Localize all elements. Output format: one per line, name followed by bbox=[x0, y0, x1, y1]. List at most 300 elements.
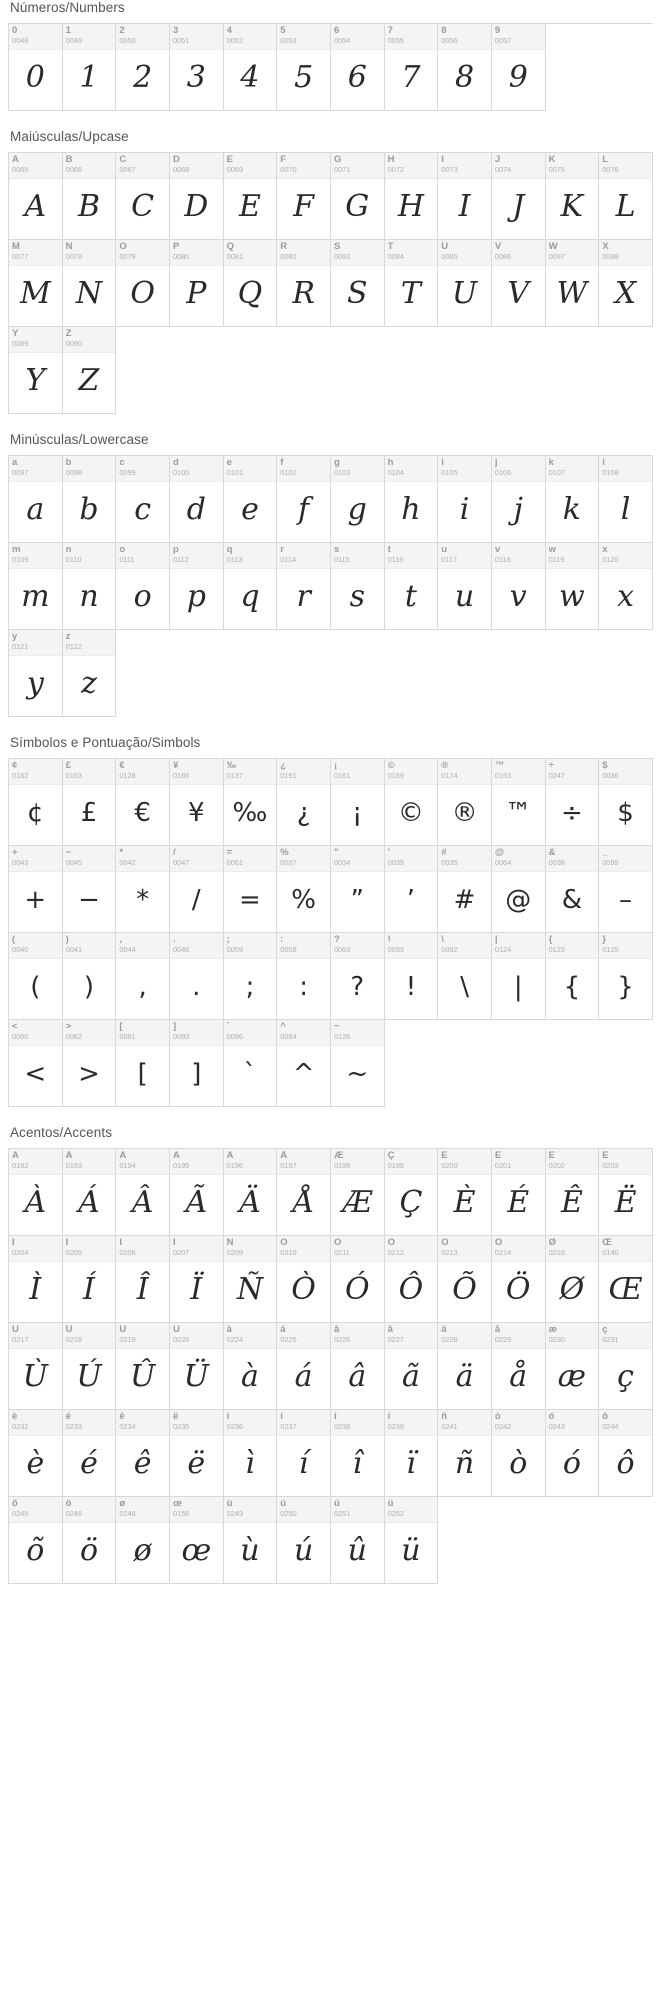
glyph-cell[interactable] bbox=[63, 456, 117, 543]
glyph-cell[interactable] bbox=[63, 240, 117, 327]
glyph-cell[interactable] bbox=[331, 1497, 385, 1584]
glyph-cell[interactable] bbox=[331, 543, 385, 630]
glyph-cell[interactable] bbox=[385, 153, 439, 240]
glyph-preview: 8 bbox=[455, 60, 475, 95]
glyph-cell[interactable] bbox=[546, 153, 600, 240]
glyph-cell[interactable] bbox=[385, 1497, 439, 1584]
glyph-char-label: = bbox=[226, 848, 233, 858]
glyph-cell[interactable] bbox=[546, 759, 600, 846]
glyph-preview: @ bbox=[505, 885, 532, 915]
glyph-char-label: ‰ bbox=[226, 761, 237, 771]
glyph-unicode-code: 0041 bbox=[65, 945, 82, 954]
glyph-cell[interactable] bbox=[224, 1497, 278, 1584]
glyph-cell[interactable] bbox=[9, 759, 63, 846]
glyph-cell[interactable] bbox=[331, 1236, 385, 1323]
glyph-cell[interactable] bbox=[385, 846, 439, 933]
glyph-cell[interactable] bbox=[170, 1410, 224, 1497]
glyph-cell[interactable] bbox=[277, 456, 331, 543]
glyph-cell[interactable] bbox=[9, 456, 63, 543]
glyph-cell[interactable] bbox=[599, 240, 653, 327]
glyph-cell-header bbox=[63, 153, 116, 179]
glyph-cell[interactable] bbox=[170, 1020, 224, 1107]
glyph-char-label: Ù bbox=[12, 1325, 19, 1335]
glyph-cell[interactable] bbox=[116, 1323, 170, 1410]
glyph-preview: ‰ bbox=[232, 798, 268, 828]
glyph-cell[interactable] bbox=[63, 1410, 117, 1497]
glyph-cell[interactable] bbox=[277, 1410, 331, 1497]
glyph-cell[interactable] bbox=[9, 24, 63, 111]
glyph-cell[interactable] bbox=[116, 24, 170, 111]
glyph-cell[interactable] bbox=[63, 24, 117, 111]
glyph-cell[interactable] bbox=[9, 1236, 63, 1323]
glyph-cell[interactable] bbox=[546, 1236, 600, 1323]
glyph-unicode-code: 0065 bbox=[12, 165, 29, 174]
glyph-cell-header bbox=[599, 933, 652, 959]
glyph-preview: ¡ bbox=[352, 798, 363, 828]
glyph-preview: ` bbox=[243, 1059, 257, 1089]
glyph-cell[interactable] bbox=[599, 456, 653, 543]
glyph-cell[interactable] bbox=[385, 24, 439, 111]
glyph-cell[interactable] bbox=[9, 1497, 63, 1584]
glyph-preview: & bbox=[561, 885, 583, 915]
glyph-unicode-code: 0033 bbox=[387, 945, 404, 954]
glyph-cell[interactable] bbox=[277, 759, 331, 846]
glyph-cell[interactable] bbox=[63, 327, 117, 414]
glyph-cell-header bbox=[9, 1149, 62, 1175]
glyph-cell[interactable] bbox=[224, 153, 278, 240]
glyph-cell[interactable] bbox=[224, 1410, 278, 1497]
glyph-preview: ) bbox=[83, 972, 95, 1002]
glyph-cell-header bbox=[9, 933, 62, 959]
glyph-cell[interactable] bbox=[331, 153, 385, 240]
glyph-char-label: ú bbox=[280, 1499, 287, 1509]
glyph-cell[interactable] bbox=[170, 456, 224, 543]
glyph-char-label: k bbox=[548, 458, 554, 468]
glyph-cell[interactable] bbox=[9, 1149, 63, 1236]
glyph-cell[interactable] bbox=[277, 240, 331, 327]
glyph-char-label: B bbox=[65, 155, 73, 165]
glyph-preview: ] bbox=[191, 1059, 202, 1089]
glyph-char-label: o bbox=[119, 545, 126, 555]
section-title: Minúsculas/Lowercase bbox=[10, 432, 149, 447]
glyph-cell[interactable] bbox=[438, 846, 492, 933]
glyph-cell[interactable] bbox=[277, 543, 331, 630]
glyph-cell[interactable] bbox=[492, 543, 546, 630]
glyph-cell[interactable] bbox=[224, 759, 278, 846]
glyph-char-label: Œ bbox=[602, 1238, 612, 1248]
glyph-cell[interactable] bbox=[224, 846, 278, 933]
glyph-cell[interactable] bbox=[63, 759, 117, 846]
glyph-unicode-code: 0229 bbox=[494, 1335, 512, 1344]
glyph-char-label: Î bbox=[119, 1238, 122, 1248]
glyph-unicode-code: 0211 bbox=[333, 1248, 350, 1257]
glyph-cell[interactable] bbox=[9, 1323, 63, 1410]
glyph-char-label: M bbox=[12, 242, 20, 252]
glyph-preview: Ä bbox=[239, 1185, 261, 1220]
glyph-cell[interactable] bbox=[9, 153, 63, 240]
glyph-cell[interactable] bbox=[438, 1323, 492, 1410]
glyph-cell[interactable] bbox=[9, 846, 63, 933]
glyph-unicode-code: 0237 bbox=[280, 1422, 297, 1431]
glyph-cell[interactable] bbox=[331, 24, 385, 111]
glyph-unicode-code: 0201 bbox=[494, 1161, 512, 1170]
glyph-preview: œ bbox=[181, 1533, 212, 1568]
glyph-cell[interactable] bbox=[224, 24, 278, 111]
glyph-cell[interactable] bbox=[116, 1410, 170, 1497]
glyph-cell[interactable] bbox=[277, 846, 331, 933]
glyph-cell[interactable] bbox=[170, 240, 224, 327]
glyph-cell[interactable] bbox=[224, 1236, 278, 1323]
glyph-cell[interactable] bbox=[438, 759, 492, 846]
glyph-cell[interactable] bbox=[599, 1149, 653, 1236]
glyph-cell-header bbox=[224, 240, 277, 266]
glyph-cell[interactable] bbox=[9, 240, 63, 327]
glyph-preview: u bbox=[454, 579, 475, 614]
glyph-cell[interactable] bbox=[599, 759, 653, 846]
glyph-cell-header bbox=[492, 1149, 545, 1175]
glyph-cell-header bbox=[116, 456, 169, 482]
glyph-cell-header bbox=[385, 153, 438, 179]
glyph-preview: ò bbox=[509, 1446, 528, 1481]
glyph-cell[interactable] bbox=[492, 1236, 546, 1323]
glyph-cell[interactable] bbox=[170, 24, 224, 111]
glyph-unicode-code: 0102 bbox=[280, 468, 297, 477]
glyph-cell[interactable] bbox=[277, 1020, 331, 1107]
glyph-cell[interactable] bbox=[116, 1497, 170, 1584]
glyph-cell-header bbox=[63, 759, 116, 785]
glyph-cell[interactable] bbox=[385, 240, 439, 327]
glyph-unicode-code: 0195 bbox=[172, 1161, 190, 1170]
glyph-unicode-code: 0169 bbox=[387, 771, 404, 780]
glyph-cell[interactable] bbox=[277, 1497, 331, 1584]
glyph-cell[interactable] bbox=[277, 24, 331, 111]
glyph-cell[interactable] bbox=[116, 759, 170, 846]
glyph-char-label: x bbox=[602, 545, 608, 555]
glyph-cell-header bbox=[277, 24, 330, 50]
glyph-cell-header bbox=[331, 1020, 384, 1046]
glyph-cell[interactable] bbox=[385, 933, 439, 1020]
glyph-cell[interactable] bbox=[116, 1020, 170, 1107]
glyph-cell-header bbox=[385, 933, 438, 959]
glyph-cell[interactable] bbox=[277, 153, 331, 240]
glyph-char-label: ÷ bbox=[548, 761, 554, 771]
glyph-char-label: z bbox=[65, 632, 71, 642]
glyph-preview: ú bbox=[293, 1533, 314, 1568]
glyph-cell[interactable] bbox=[116, 153, 170, 240]
glyph-cell[interactable] bbox=[599, 1410, 653, 1497]
glyph-unicode-code: 0236 bbox=[226, 1422, 243, 1431]
glyph-cell[interactable] bbox=[438, 240, 492, 327]
glyph-cell[interactable] bbox=[63, 846, 117, 933]
glyph-cell[interactable] bbox=[63, 630, 117, 717]
glyph-char-label: y bbox=[12, 632, 18, 642]
glyph-cell[interactable] bbox=[224, 456, 278, 543]
glyph-preview: n bbox=[79, 579, 99, 614]
glyph-cell[interactable] bbox=[438, 1149, 492, 1236]
section-title: Maiúsculas/Upcase bbox=[10, 129, 129, 144]
glyph-cell-header bbox=[63, 1236, 116, 1262]
glyph-cell-header bbox=[546, 759, 599, 785]
glyph-cell[interactable] bbox=[599, 933, 653, 1020]
glyph-cell[interactable] bbox=[224, 1149, 278, 1236]
glyph-cell[interactable] bbox=[116, 456, 170, 543]
glyph-cell[interactable] bbox=[9, 630, 63, 717]
glyph-cell[interactable] bbox=[438, 24, 492, 111]
glyph-unicode-code: 0083 bbox=[333, 252, 351, 261]
glyph-unicode-code: 0051 bbox=[172, 36, 190, 45]
glyph-cell[interactable] bbox=[599, 846, 653, 933]
glyph-cell[interactable] bbox=[385, 1149, 439, 1236]
glyph-cell[interactable] bbox=[277, 933, 331, 1020]
glyph-unicode-code: 0096 bbox=[226, 1032, 243, 1041]
glyph-cell[interactable] bbox=[385, 759, 439, 846]
glyph-cell-header bbox=[492, 933, 545, 959]
glyph-char-label: Ê bbox=[548, 1151, 555, 1161]
glyph-cell[interactable] bbox=[599, 153, 653, 240]
glyph-char-label: H bbox=[387, 155, 395, 165]
glyph-cell[interactable] bbox=[438, 456, 492, 543]
glyph-cell[interactable] bbox=[492, 1149, 546, 1236]
glyph-char-label: 7 bbox=[387, 26, 393, 36]
glyph-cell[interactable] bbox=[170, 543, 224, 630]
glyph-preview: Ê bbox=[560, 1185, 583, 1220]
glyph-unicode-code: 0080 bbox=[172, 252, 190, 261]
glyph-cell[interactable] bbox=[546, 1149, 600, 1236]
glyph-cell[interactable] bbox=[170, 759, 224, 846]
glyph-preview: ™ bbox=[505, 798, 532, 828]
glyph-preview: x bbox=[617, 579, 634, 614]
glyph-cell[interactable] bbox=[170, 153, 224, 240]
glyph-cell[interactable] bbox=[438, 153, 492, 240]
glyph-cell[interactable] bbox=[9, 1410, 63, 1497]
glyph-unicode-code: 0067 bbox=[119, 165, 136, 174]
glyph-cell[interactable] bbox=[63, 153, 117, 240]
glyph-unicode-code: 0227 bbox=[387, 1335, 404, 1344]
glyph-cell[interactable] bbox=[331, 759, 385, 846]
glyph-cell[interactable] bbox=[63, 1149, 117, 1236]
glyph-cell[interactable] bbox=[170, 846, 224, 933]
glyph-cell-header bbox=[331, 1323, 384, 1349]
glyph-cell[interactable] bbox=[599, 1323, 653, 1410]
glyph-unicode-code: 0165 bbox=[172, 771, 190, 780]
glyph-cell[interactable] bbox=[277, 1149, 331, 1236]
glyph-cell[interactable] bbox=[546, 240, 600, 327]
glyph-cell[interactable] bbox=[63, 933, 117, 1020]
glyph-cell[interactable] bbox=[438, 543, 492, 630]
glyph-char-label: G bbox=[333, 155, 342, 165]
glyph-cell[interactable] bbox=[599, 543, 653, 630]
glyph-preview: F bbox=[293, 189, 315, 224]
glyph-char-label: ô bbox=[602, 1412, 609, 1422]
glyph-char-label: ! bbox=[387, 935, 391, 945]
glyph-cell[interactable] bbox=[170, 1149, 224, 1236]
glyph-cell[interactable] bbox=[63, 1497, 117, 1584]
glyph-preview: c bbox=[134, 492, 152, 527]
glyph-preview: = bbox=[239, 885, 261, 915]
glyph-unicode-code: 0191 bbox=[280, 771, 297, 780]
glyph-cell[interactable] bbox=[63, 1020, 117, 1107]
glyph-preview: R bbox=[292, 276, 315, 311]
glyph-cell[interactable] bbox=[546, 1323, 600, 1410]
glyph-preview: ä bbox=[455, 1359, 474, 1394]
glyph-preview: Ü bbox=[183, 1359, 209, 1394]
glyph-cell[interactable] bbox=[492, 933, 546, 1020]
glyph-cell[interactable] bbox=[170, 1497, 224, 1584]
glyph-cell-header bbox=[224, 1410, 277, 1436]
glyph-cell[interactable] bbox=[63, 543, 117, 630]
glyph-grid bbox=[8, 1148, 653, 1584]
glyph-cell[interactable] bbox=[9, 1020, 63, 1107]
glyph-cell[interactable] bbox=[492, 1410, 546, 1497]
glyph-char-label: j bbox=[494, 458, 498, 468]
glyph-unicode-code: 0037 bbox=[280, 858, 297, 867]
glyph-cell[interactable] bbox=[492, 846, 546, 933]
glyph-unicode-code: 0245 bbox=[12, 1509, 29, 1518]
glyph-cell-header bbox=[224, 1236, 277, 1262]
glyph-cell[interactable] bbox=[116, 1236, 170, 1323]
glyph-cell[interactable] bbox=[385, 456, 439, 543]
glyph-unicode-code: 0109 bbox=[12, 555, 29, 564]
glyph-cell[interactable] bbox=[438, 933, 492, 1020]
glyph-cell[interactable] bbox=[116, 1149, 170, 1236]
glyph-unicode-code: 0107 bbox=[548, 468, 565, 477]
glyph-unicode-code: 0196 bbox=[226, 1161, 243, 1170]
glyph-cell[interactable] bbox=[224, 933, 278, 1020]
glyph-unicode-code: 0235 bbox=[172, 1422, 190, 1431]
glyph-cell[interactable] bbox=[331, 933, 385, 1020]
glyph-preview: K bbox=[560, 189, 584, 224]
glyph-cell[interactable] bbox=[492, 1323, 546, 1410]
glyph-preview: 2 bbox=[133, 60, 153, 95]
glyph-cell-header bbox=[9, 1236, 62, 1262]
glyph-cell[interactable] bbox=[9, 933, 63, 1020]
glyph-preview: ö bbox=[79, 1533, 99, 1568]
glyph-cell[interactable] bbox=[385, 1236, 439, 1323]
glyph-cell[interactable] bbox=[170, 933, 224, 1020]
glyph-preview: < bbox=[24, 1059, 47, 1089]
glyph-char-label: C bbox=[119, 155, 127, 165]
glyph-char-label: ® bbox=[441, 761, 449, 771]
glyph-cell-header bbox=[9, 24, 62, 50]
glyph-unicode-code: 0047 bbox=[172, 858, 190, 867]
glyph-cell[interactable] bbox=[224, 240, 278, 327]
glyph-cell[interactable] bbox=[331, 1410, 385, 1497]
glyph-cell[interactable] bbox=[9, 543, 63, 630]
glyph-cell[interactable] bbox=[331, 1149, 385, 1236]
glyph-cell[interactable] bbox=[170, 1323, 224, 1410]
glyph-cell-header bbox=[224, 933, 277, 959]
glyph-unicode-code: 0220 bbox=[172, 1335, 190, 1344]
glyph-unicode-code: 0113 bbox=[226, 555, 243, 564]
glyph-section-lowercase bbox=[8, 432, 653, 717]
glyph-cell[interactable] bbox=[492, 24, 546, 111]
glyph-cell[interactable] bbox=[546, 456, 600, 543]
glyph-cell[interactable] bbox=[546, 933, 600, 1020]
glyph-char-label: I bbox=[441, 155, 444, 165]
glyph-char-label: ä bbox=[441, 1325, 447, 1335]
glyph-cell[interactable] bbox=[170, 1236, 224, 1323]
glyph-section-symbols bbox=[8, 735, 653, 1107]
glyph-cell[interactable] bbox=[438, 1236, 492, 1323]
glyph-cell[interactable] bbox=[331, 1020, 385, 1107]
glyph-cell-header bbox=[385, 543, 438, 569]
glyph-unicode-code: 0036 bbox=[602, 771, 619, 780]
glyph-preview: ô bbox=[616, 1446, 635, 1481]
glyph-preview: y bbox=[26, 666, 44, 701]
glyph-unicode-code: 0206 bbox=[119, 1248, 136, 1257]
glyph-char-label: © bbox=[387, 761, 395, 771]
glyph-cell[interactable] bbox=[385, 1410, 439, 1497]
glyph-cell[interactable] bbox=[331, 1323, 385, 1410]
glyph-cell[interactable] bbox=[9, 327, 63, 414]
glyph-cell-header bbox=[546, 240, 599, 266]
glyph-cell[interactable] bbox=[116, 846, 170, 933]
glyph-cell-header bbox=[277, 240, 330, 266]
glyph-cell[interactable] bbox=[277, 1236, 331, 1323]
glyph-cell[interactable] bbox=[331, 456, 385, 543]
glyph-cell[interactable] bbox=[224, 543, 278, 630]
glyph-unicode-code: 0094 bbox=[280, 1032, 297, 1041]
glyph-preview: B bbox=[77, 189, 100, 224]
glyph-cell[interactable] bbox=[385, 543, 439, 630]
glyph-cell-header bbox=[170, 759, 223, 785]
glyph-char-label: ; bbox=[226, 935, 230, 945]
glyph-cell[interactable] bbox=[116, 543, 170, 630]
glyph-unicode-code: 0090 bbox=[65, 339, 82, 348]
glyph-cell-header bbox=[9, 630, 62, 656]
glyph-cell[interactable] bbox=[277, 1323, 331, 1410]
glyph-cell[interactable] bbox=[492, 240, 546, 327]
glyph-cell-header bbox=[116, 759, 169, 785]
glyph-cell[interactable] bbox=[546, 1410, 600, 1497]
glyph-cell[interactable] bbox=[438, 1410, 492, 1497]
glyph-cell[interactable] bbox=[546, 543, 600, 630]
glyph-cell[interactable] bbox=[116, 240, 170, 327]
glyph-preview: ï bbox=[406, 1446, 416, 1481]
glyph-cell-header bbox=[331, 1236, 384, 1262]
glyph-cell[interactable] bbox=[492, 759, 546, 846]
glyph-char-label: a bbox=[12, 458, 18, 468]
glyph-cell[interactable] bbox=[599, 1236, 653, 1323]
glyph-cell[interactable] bbox=[224, 1020, 278, 1107]
glyph-preview: é bbox=[80, 1446, 98, 1481]
glyph-cell[interactable] bbox=[492, 153, 546, 240]
glyph-cell-header bbox=[116, 24, 169, 50]
glyph-cell-header bbox=[385, 24, 438, 50]
glyph-cell[interactable] bbox=[63, 1236, 117, 1323]
glyph-preview: \ bbox=[460, 972, 469, 1002]
glyph-cell[interactable] bbox=[224, 1323, 278, 1410]
glyph-cell-header bbox=[438, 456, 491, 482]
glyph-cell-header bbox=[385, 1323, 438, 1349]
glyph-cell-header bbox=[331, 153, 384, 179]
glyph-preview: m bbox=[21, 579, 50, 614]
glyph-char-label: 3 bbox=[172, 26, 179, 36]
glyph-cell[interactable] bbox=[492, 456, 546, 543]
glyph-cell[interactable] bbox=[331, 240, 385, 327]
glyph-unicode-code: 0049 bbox=[65, 36, 82, 45]
glyph-cell[interactable] bbox=[546, 846, 600, 933]
glyph-cell[interactable] bbox=[63, 1323, 117, 1410]
glyph-char-label: g bbox=[333, 458, 340, 468]
glyph-preview: Y bbox=[25, 363, 46, 398]
glyph-cell[interactable] bbox=[331, 846, 385, 933]
glyph-cell[interactable] bbox=[116, 933, 170, 1020]
glyph-preview: Õ bbox=[452, 1272, 477, 1307]
glyph-cell[interactable] bbox=[385, 1323, 439, 1410]
glyph-cell-header bbox=[170, 846, 223, 872]
glyph-cell-header bbox=[385, 456, 438, 482]
